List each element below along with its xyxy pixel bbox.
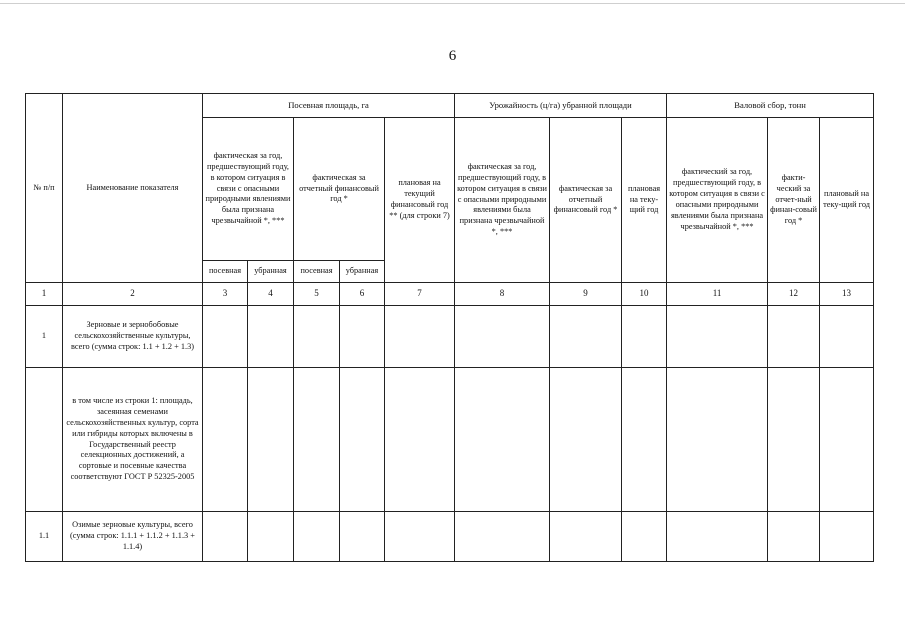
value-cell xyxy=(667,512,768,562)
value-cell xyxy=(203,306,248,368)
header-yield-prev-year: фактическая за год, предшествующий году, в котором ситуация в связи с опасными природными явлениями была признана чрезвычайной *, *** xyxy=(455,118,550,283)
value-cell xyxy=(768,306,820,368)
header-gross-report-year: факти-ческий за отчет-ный финан-совый год * xyxy=(768,118,820,283)
value-cell xyxy=(622,306,667,368)
value-cell xyxy=(667,368,768,512)
header-sown-report-year: фактическая за отчетный финансовый год * xyxy=(294,118,385,261)
value-cell xyxy=(622,512,667,562)
value-cell xyxy=(768,512,820,562)
value-cell xyxy=(550,512,622,562)
value-cell xyxy=(203,512,248,562)
col-num-3: 3 xyxy=(203,283,248,306)
value-cell xyxy=(667,306,768,368)
col-num-6: 6 xyxy=(340,283,385,306)
value-cell xyxy=(820,306,874,368)
col-num-4: 4 xyxy=(248,283,294,306)
row-indicator-name: Зерновые и зернобобовые сельскохозяйственные культуры, всего (сумма строк: 1.1 + 1.2 + 1.3) xyxy=(63,306,203,368)
value-cell xyxy=(455,306,550,368)
value-cell xyxy=(203,368,248,512)
value-cell xyxy=(385,306,455,368)
header-sown-planned: плановая на текущий финансовый год ** (для строки 7) xyxy=(385,118,455,283)
value-cell xyxy=(550,368,622,512)
header-gross-group: Валовой сбор, тонн xyxy=(667,94,874,118)
value-cell xyxy=(294,306,340,368)
col-num-8: 8 xyxy=(455,283,550,306)
value-cell xyxy=(622,368,667,512)
row-indicator-name: Озимые зерновые культуры, всего (сумма строк: 1.1.1 + 1.1.2 + 1.1.3 + 1.1.4) xyxy=(63,512,203,562)
col-num-5: 5 xyxy=(294,283,340,306)
col-num-2: 2 xyxy=(63,283,203,306)
column-number-row xyxy=(26,283,874,306)
header-gross-planned: плановый на теку-щий год xyxy=(820,118,874,283)
header-sown-prev-year: фактическая за год, предшествующий году, в котором ситуация в связи с опасными природными явлениями была признана чрезвычайной *, *** xyxy=(203,118,294,261)
header-gross-prev-year: фактический за год, предшествующий году, в котором ситуация в связи с опасными природными явлениями была признана чрезвычайной *, *** xyxy=(667,118,768,283)
header-report-harvested: убранная xyxy=(340,261,385,283)
header-name: Наименование показателя xyxy=(63,94,203,283)
header-no: № п/п xyxy=(26,94,63,283)
header-sown-area-group: Посевная площадь, га xyxy=(203,94,455,118)
indicator-table xyxy=(25,93,874,562)
col-num-11: 11 xyxy=(667,283,768,306)
table-row xyxy=(26,368,874,512)
col-num-7: 7 xyxy=(385,283,455,306)
value-cell xyxy=(550,306,622,368)
header-prev-sown: посевная xyxy=(203,261,248,283)
page-number: 6 xyxy=(448,48,457,64)
header-report-sown: посевная xyxy=(294,261,340,283)
value-cell xyxy=(248,512,294,562)
header-prev-harvested: убранная xyxy=(248,261,294,283)
header-yield-report-year: фактическая за отчетный финансовый год * xyxy=(550,118,622,283)
col-num-13: 13 xyxy=(820,283,874,306)
col-num-12: 12 xyxy=(768,283,820,306)
col-num-9: 9 xyxy=(550,283,622,306)
value-cell xyxy=(248,368,294,512)
row-number: 1.1 xyxy=(26,512,63,562)
value-cell xyxy=(820,368,874,512)
value-cell xyxy=(340,368,385,512)
col-num-1: 1 xyxy=(26,283,63,306)
col-num-10: 10 xyxy=(622,283,667,306)
header-yield-group: Урожайность (ц/га) убранной площади xyxy=(455,94,667,118)
header-row-groups xyxy=(26,94,874,118)
header-yield-planned: плановая на теку-щий год xyxy=(622,118,667,283)
value-cell xyxy=(248,306,294,368)
value-cell xyxy=(340,306,385,368)
table-row xyxy=(26,306,874,368)
value-cell xyxy=(385,368,455,512)
value-cell xyxy=(294,368,340,512)
row-indicator-name: в том числе из строки 1: площадь, засеянная семенами сельскохозяйственных культур, сорта или гибриды которых включены в Государственный реестр селекционных достижений, а сортовые и посевные качества соответствуют ГОСТ Р 52325-2005 xyxy=(63,368,203,512)
row-number xyxy=(26,368,63,512)
value-cell xyxy=(385,512,455,562)
table-row xyxy=(26,512,874,562)
value-cell xyxy=(294,512,340,562)
value-cell xyxy=(768,368,820,512)
value-cell xyxy=(820,512,874,562)
value-cell xyxy=(455,512,550,562)
value-cell xyxy=(455,368,550,512)
top-edge-rule xyxy=(0,3,905,4)
value-cell xyxy=(340,512,385,562)
row-number: 1 xyxy=(26,306,63,368)
